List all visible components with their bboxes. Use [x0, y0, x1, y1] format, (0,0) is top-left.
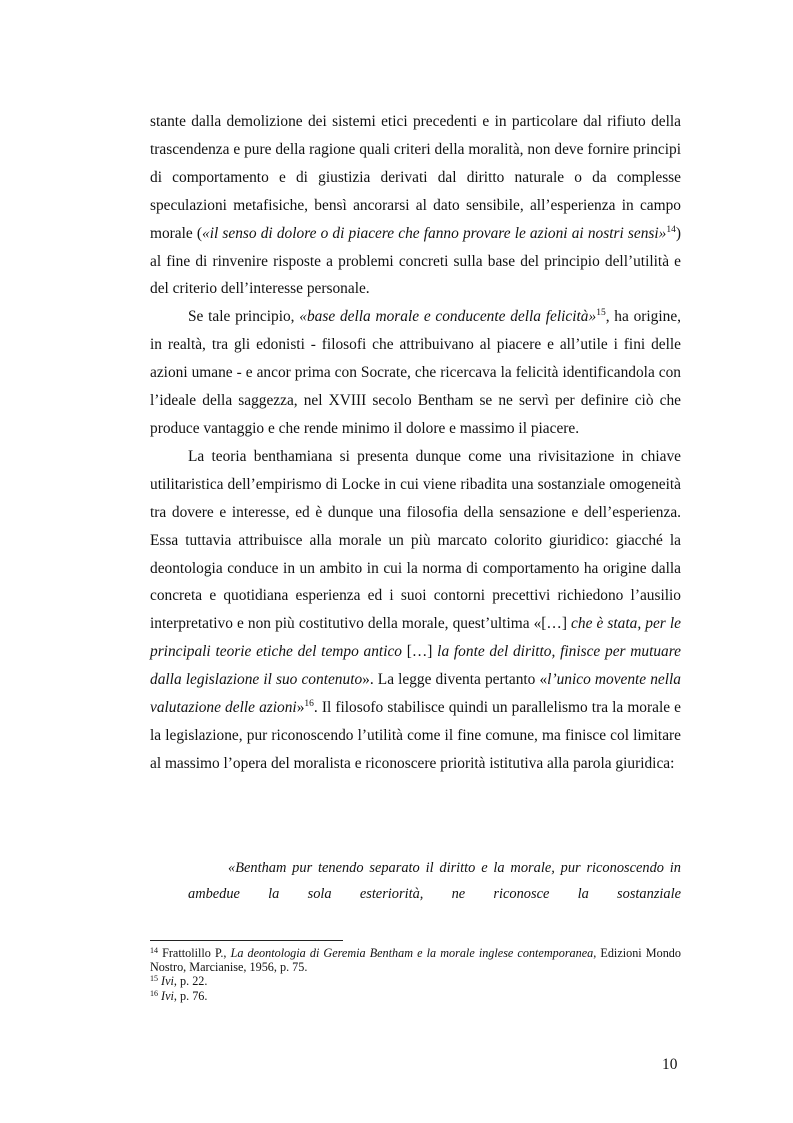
- footnote: [150, 974, 681, 988]
- paragraph-text: […]: [402, 643, 438, 661]
- footnote-text: , p. 76.: [173, 988, 208, 1003]
- inline-quote: «il senso di dolore o di piacere che fanno provare le azioni ai nostri sensi»: [202, 224, 667, 242]
- inline-quote: l’unico movente nella valutazione delle azioni: [150, 671, 682, 717]
- paragraph-text: , ha origine, in realtà, tra gli edonisti - filosofi che attribuivano al piacere e all’utile i fini delle azioni umane - e ancor prima con Socrate, che ricercava la felicità identificandola con l’ideale della saggezza, nel XVIII secolo Bentham se ne servì per definire ciò che produce vantaggio e che rende minimo il dolore e massimo il piacere.: [150, 308, 682, 437]
- paragraph-text: Se tale principio,: [188, 308, 300, 326]
- footnote-ref: 14: [666, 224, 676, 235]
- paragraph: [150, 108, 681, 303]
- footnote-number: 16: [150, 988, 158, 998]
- footnote: [150, 989, 681, 1003]
- footnote-title: Ivi: [161, 988, 174, 1003]
- inline-quote: che è stata, per le principali teorie etiche del tempo antico: [150, 615, 681, 661]
- main-text: [150, 108, 681, 778]
- footnote-text: , p. 22.: [173, 974, 208, 989]
- inline-quote: la fonte del diritto, finisce per mutuare dalla legislazione il suo contenuto: [150, 643, 681, 689]
- footnote-text: Frattolillo P.,: [162, 946, 231, 960]
- footnote-number: 14: [150, 946, 158, 955]
- footnote-text: , Edizioni Mondo Nostro, Marcianise, 1956, p. 75.: [150, 946, 681, 975]
- page-number: 10: [662, 1056, 678, 1073]
- paragraph-text: »: [296, 699, 305, 717]
- footnote-title: Ivi: [161, 974, 174, 989]
- footnote-number: 15: [150, 974, 158, 984]
- block-quote: «Bentham pur tenendo separato il diritto e la morale, pur riconoscendo in ambedue la sola esteriorità, ne riconosce la sostanziale: [188, 860, 681, 902]
- footnote: [150, 946, 681, 974]
- paragraph: [150, 443, 681, 778]
- paragraph: [150, 303, 681, 443]
- paragraph-text: stante dalla demolizione dei sistemi etici precedenti e in particolare dal rifiuto della trascendenza e pure della ragione quali criteri della moralità, non deve fornire principi di comportamento e di giustizia derivati dal diritto naturale o da complesse speculazioni metafisiche, bensì ancorarsi al dato sensibile, all’esperienza in campo morale (: [150, 113, 681, 242]
- footnote-title: La deontologia di Geremia Bentham e la morale inglese contemporanea: [230, 946, 594, 960]
- footnote-ref: 16: [304, 699, 314, 710]
- paragraph-text: ». La legge diventa pertanto «: [362, 671, 548, 689]
- footnote-divider: [150, 940, 343, 941]
- inline-quote: «base della morale e conducente della felicità»: [299, 308, 597, 326]
- paragraph-text: ) al fine di rinvenire risposte a problemi concreti sulla base del principio dell’utilità e del criterio dell’interesse personale.: [150, 224, 681, 298]
- paragraph-text: . Il filosofo stabilisce quindi un parallelismo tra la morale e la legislazione, pur riconoscendo l’utilità come il fine comune, ma finisce col limitare al massimo l’opera del moralista e riconoscere priorità istitutiva alla parola giuridica:: [150, 699, 681, 772]
- paragraph-text: La teoria benthamiana si presenta dunque come una rivisitazione in chiave utilitaristica dell’empirismo di Locke in cui viene ribadita una sostanziale omogeneità tra dovere e interesse, ed è dunque una filosofia della sensazione e dell’esperienza. Essa tuttavia attribuisce alla morale un più marcato colorito giuridico: giacché la deontologia conduce in un ambito in cui la norma di comportamento ha origine dalla concreta e quotidiana esperienza ed i suoi contorni precettivi richiedono l’ausilio interpretativo e non più costitutivo della morale, quest’ultima «[…]: [150, 447, 681, 633]
- footnotes: [150, 946, 681, 1003]
- footnote-ref: 15: [596, 308, 606, 319]
